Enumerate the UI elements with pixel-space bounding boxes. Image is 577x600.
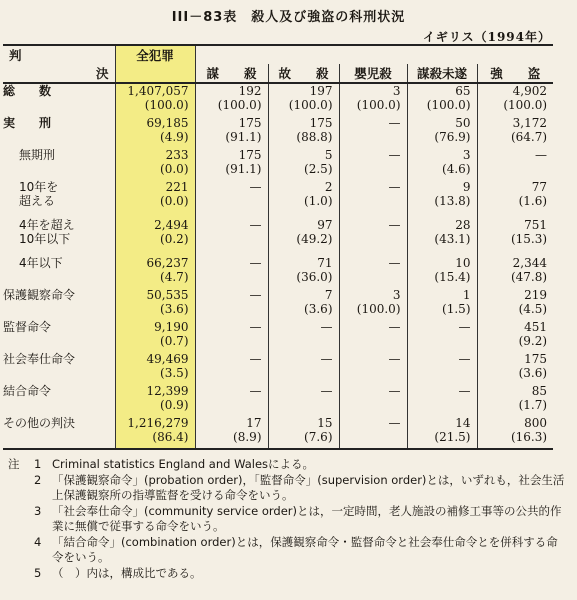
- table-cell: 3 (100.0): [339, 288, 407, 320]
- table-cell: —: [195, 320, 268, 352]
- table-cell: 14 (21.5): [407, 416, 477, 449]
- table-row: [3, 180, 553, 218]
- table-cell: 175 (91.1): [195, 148, 268, 180]
- table-cell: —: [195, 256, 268, 288]
- table-cell: —: [268, 320, 339, 352]
- table-cell: 192 (100.0): [195, 83, 268, 116]
- table-cell: 3,172 (64.7): [477, 116, 553, 148]
- table-subtitle: イギリス（1994年）: [422, 30, 551, 44]
- table-cell: —: [195, 218, 268, 256]
- table-cell: —: [339, 320, 407, 352]
- table-cell: 7 (3.6): [268, 288, 339, 320]
- table-row: [3, 256, 553, 288]
- table-row: [3, 218, 553, 256]
- table-cell: —: [339, 218, 407, 256]
- table-cell: 12,399 (0.9): [115, 384, 195, 416]
- table-cell: 1 (1.5): [407, 288, 477, 320]
- row-label: 保護観察命令: [3, 288, 76, 302]
- sentencing-table: [3, 44, 553, 450]
- table-cell: 221 (0.0): [115, 180, 195, 218]
- table-cell: —: [268, 384, 339, 416]
- table-cell: 175 (88.8): [268, 116, 339, 148]
- table-cell: 17 (8.9): [195, 416, 268, 449]
- note-item: 3 「社会奉仕命令」(community service order)とは，一定時間，老人施設の補修工事等の公共的作業に無償で従事する命令をいう。: [34, 503, 562, 533]
- table-cell: —: [195, 352, 268, 384]
- row-label: 実 刑: [3, 116, 52, 130]
- table-row: [3, 83, 553, 116]
- table-cell: 28 (43.1): [407, 218, 477, 256]
- note-item: 2 「保護観察命令」(probation order)，「監督命令」(supervision order)とは，いずれも，社会生活上保護観察所の指導監督を受ける命令をいう。: [34, 472, 565, 502]
- table-cell: 2 (1.0): [268, 180, 339, 218]
- table-row: [3, 148, 553, 180]
- row-label: 総 数: [3, 84, 52, 98]
- header-row-1: [3, 45, 553, 64]
- table-title: III－83表 殺人及び強盗の科刑状況: [171, 10, 406, 25]
- table-cell: —: [339, 352, 407, 384]
- row-label: 4年を超え 10年以下: [19, 218, 75, 246]
- table-cell: 451 (9.2): [477, 320, 553, 352]
- table-cell: —: [477, 148, 553, 180]
- table-cell: 800 (16.3): [477, 416, 553, 449]
- table-cell: 10 (15.4): [407, 256, 477, 288]
- table-cell: —: [339, 180, 407, 218]
- table-cell: 66,237 (4.7): [115, 256, 195, 288]
- header-murder: 謀 殺: [195, 64, 268, 83]
- notes-mark: 注: [8, 457, 20, 471]
- table-cell: 85 (1.7): [477, 384, 553, 416]
- table-row: [3, 384, 553, 416]
- table-cell: —: [339, 148, 407, 180]
- table-row: [3, 116, 553, 148]
- table-cell: —: [339, 416, 407, 449]
- header-attempted-murder: 謀殺未遂: [407, 64, 477, 83]
- header-manslaughter: 故 殺: [268, 64, 339, 83]
- table-cell: 2,494 (0.2): [115, 218, 195, 256]
- table-cell: 49,469 (3.5): [115, 352, 195, 384]
- table-cell: 233 (0.0): [115, 148, 195, 180]
- header-judgment-left: 判: [3, 45, 115, 64]
- table-cell: —: [268, 352, 339, 384]
- table-cell: 50,535 (3.6): [115, 288, 195, 320]
- table-cell: 1,407,057 (100.0): [115, 83, 195, 116]
- row-label: 監督命令: [3, 320, 52, 334]
- table-row: [3, 352, 553, 384]
- header-robbery: 強 盗: [477, 64, 553, 83]
- table-cell: —: [407, 352, 477, 384]
- table-cell: 2,344 (47.8): [477, 256, 553, 288]
- table-cell: 77 (1.6): [477, 180, 553, 218]
- table-cell: 175 (91.1): [195, 116, 268, 148]
- table-cell: 65 (100.0): [407, 83, 477, 116]
- table-cell: 175 (3.6): [477, 352, 553, 384]
- table-row: [3, 416, 553, 449]
- table-cell: —: [195, 180, 268, 218]
- table-row: [3, 288, 553, 320]
- table-cell: 50 (76.9): [407, 116, 477, 148]
- table-cell: 15 (7.6): [268, 416, 339, 449]
- table-cell: 97 (49.2): [268, 218, 339, 256]
- table-cell: —: [195, 384, 268, 416]
- table-cell: —: [195, 288, 268, 320]
- header-total-sentences: 全犯罪: [115, 45, 195, 64]
- table-cell: 9,190 (0.7): [115, 320, 195, 352]
- table-cell: 4,902 (100.0): [477, 83, 553, 116]
- header-row-2: [3, 64, 553, 83]
- row-label: 10年を 超える: [19, 180, 59, 208]
- table-cell: 197 (100.0): [268, 83, 339, 116]
- header-judgment-right: 決: [3, 64, 115, 83]
- note-item: 4 「結合命令」(combination order)とは，保護観察命令・監督命令と社会奉仕命令とを併科する命令をいう。: [34, 534, 558, 564]
- note-item: 注 1 Criminal statistics England and Walesによる。: [8, 457, 315, 471]
- table-cell: 3 (4.6): [407, 148, 477, 180]
- table-cell: —: [407, 384, 477, 416]
- table-cell: 9 (13.8): [407, 180, 477, 218]
- table-cell: 3 (100.0): [339, 83, 407, 116]
- table-cell: 1,216,279 (86.4): [115, 416, 195, 449]
- row-label: 社会奉仕命令: [3, 352, 76, 366]
- table-row: [3, 320, 553, 352]
- header-infanticide: 嬰児殺: [339, 64, 407, 83]
- table-cell: —: [339, 256, 407, 288]
- notes-section: [8, 457, 568, 581]
- table-cell: 5 (2.5): [268, 148, 339, 180]
- row-label: 4年以下: [19, 256, 63, 270]
- row-label: 無期刑: [19, 148, 56, 162]
- table-cell: 751 (15.3): [477, 218, 553, 256]
- table-cell: 69,185 (4.9): [115, 116, 195, 148]
- table-cell: —: [407, 320, 477, 352]
- table-cell: 219 (4.5): [477, 288, 553, 320]
- row-label: その他の判決: [3, 416, 115, 449]
- row-label: 結合命令: [3, 384, 52, 398]
- table-cell: 71 (36.0): [268, 256, 339, 288]
- note-item: 5 （ ）内は，構成比である。: [34, 565, 202, 580]
- table-cell: —: [339, 116, 407, 148]
- table-cell: —: [339, 384, 407, 416]
